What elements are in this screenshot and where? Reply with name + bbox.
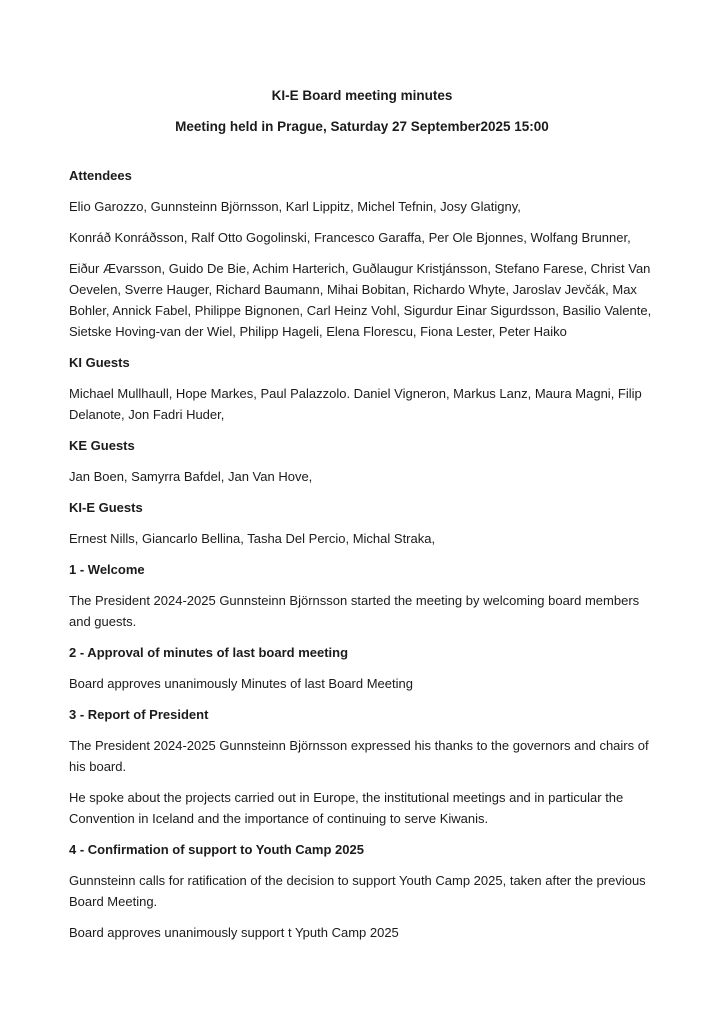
attendees-paragraph-3: Eiður Ævarsson, Guido De Bie, Achim Harterich, Guðlaugur Kristjánsson, Stefano Farese, Christ Van Oevelen, Sverre Hauger, Richard Baumann, Mihai Bobitan, Richardo Whyte, Jaroslav Jevčák, Max Bohler, Annick Fabel, Philippe Bignonen, Carl Heinz Vohl, Sigurdur Einar Sigurdsson, Basilio Valente, Sietske Hoving-van der Wiel, Philipp Hageli, Elena Florescu, Fiona Lester, Peter Haiko [69, 261, 652, 339]
welcome-paragraph: The President 2024-2025 Gunnsteinn Björnsson started the meeting by welcoming board members and guests. [69, 593, 640, 629]
section-heading-kie-guests: KI-E Guests [69, 500, 143, 515]
section-heading-ki-guests: KI Guests [69, 355, 130, 370]
approval-minutes-paragraph: Board approves unanimously Minutes of last Board Meeting [69, 676, 413, 691]
section-heading-report-president: 3 - Report of President [69, 707, 209, 722]
report-president-paragraph-1: The President 2024-2025 Gunnsteinn Björnsson expressed his thanks to the governors and chairs of his board. [69, 738, 649, 774]
kie-guests-paragraph: Ernest Nills, Giancarlo Bellina, Tasha Del Percio, Michal Straka, [69, 531, 436, 546]
section-heading-approval-minutes: 2 - Approval of minutes of last board meeting [69, 645, 349, 660]
youth-camp-paragraph-2: Board approves unanimously support t Yputh Camp 2025 [69, 925, 399, 940]
section-heading-youth-camp: 4 - Confirmation of support to Youth Camp 2025 [69, 842, 364, 857]
attendees-paragraph-1: Elio Garozzo, Gunnsteinn Björnsson, Karl Lippitz, Michel Tefnin, Josy Glatigny, [69, 199, 521, 214]
report-president-paragraph-2: He spoke about the projects carried out in Europe, the institutional meetings and in particular the Convention in Iceland and the importance of continuing to serve Kiwanis. [69, 790, 624, 826]
ki-guests-paragraph: Michael Mullhaull, Hope Markes, Paul Palazzolo. Daniel Vigneron, Markus Lanz, Maura Magni, Filip Delanote, Jon Fadri Huder, [69, 386, 642, 422]
youth-camp-paragraph-1: Gunnsteinn calls for ratification of the decision to support Youth Camp 2025, taken after the previous Board Meeting. [69, 873, 646, 909]
section-heading-ke-guests: KE Guests [69, 438, 135, 453]
document-subtitle: Meeting held in Prague, Saturday 27 September2025 15:00 [175, 119, 549, 134]
document-title: KI-E Board meeting minutes [271, 88, 453, 103]
section-heading-welcome: 1 - Welcome [69, 562, 145, 577]
ke-guests-paragraph: Jan Boen, Samyrra Bafdel, Jan Van Hove, [69, 469, 313, 484]
section-heading-attendees: Attendees [69, 168, 132, 183]
attendees-paragraph-2: Konráð Konráðsson, Ralf Otto Gogolinski, Francesco Garaffa, Per Ole Bjonnes, Wolfang Brunner, [69, 230, 631, 245]
